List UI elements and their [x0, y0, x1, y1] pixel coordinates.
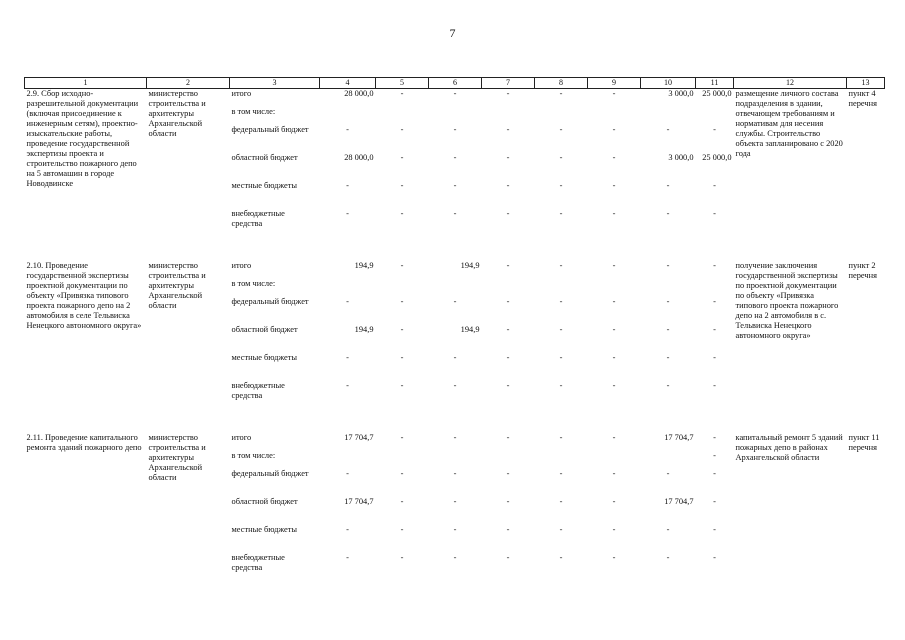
- amount-cell-6: -: [453, 496, 457, 506]
- amount-cell-11: [696, 107, 734, 125]
- reference-cell: пункт 11 перечня: [848, 432, 880, 452]
- amount-cell-9: -: [612, 496, 616, 506]
- amount-cell-9: -: [612, 380, 616, 390]
- amount-cell-9: -: [612, 432, 616, 442]
- amount-cell-8: [535, 279, 588, 297]
- column-header-8: 8: [535, 78, 588, 89]
- page-number: 7: [449, 26, 456, 40]
- funding-source-cell: итого: [231, 260, 252, 270]
- amount-cell-4: -: [346, 524, 349, 534]
- reference-cell: пункт 2 перечня: [848, 260, 877, 280]
- amount-cell-4: -: [346, 552, 349, 562]
- amount-cell-8: -: [559, 324, 563, 334]
- funding-source-cell: местные бюджеты: [231, 524, 298, 534]
- table-row: [25, 89, 885, 107]
- amount-cell-11: 25 000,0: [702, 152, 732, 162]
- amount-cell-11: -: [713, 296, 716, 306]
- amount-cell-5: -: [400, 89, 404, 98]
- amount-cell-6: -: [453, 468, 457, 478]
- executor-cell: министерство строительства и архитектуры Архангельской области: [148, 432, 206, 482]
- amount-cell-8: -: [559, 180, 563, 190]
- amount-cell-6: -: [453, 180, 457, 190]
- amount-cell-10: -: [666, 324, 670, 334]
- amount-cell-5: -: [400, 352, 404, 362]
- amount-cell-8: -: [559, 468, 563, 478]
- activity-cell: 2.10. Проведение государственной экспертизы проектной документации по объекту «Привязка типового проекта пожарного депо на 2 автомобиля в селе Тельвиска Ненецкого автономного округа»: [26, 260, 142, 330]
- amount-cell-11: -: [713, 496, 716, 506]
- amount-cell-6: -: [453, 208, 457, 218]
- amount-cell-7: -: [506, 124, 510, 134]
- amount-cell-7: -: [506, 524, 510, 534]
- program-table: [24, 77, 885, 577]
- amount-cell-4: -: [346, 208, 349, 218]
- column-header-4: 4: [320, 78, 376, 89]
- funding-source-cell: внебюджетные средства: [231, 552, 285, 572]
- amount-cell-10: [641, 279, 696, 297]
- amount-cell-8: -: [559, 432, 563, 442]
- amount-cell-9: [588, 451, 641, 469]
- column-header-5: 5: [376, 78, 429, 89]
- amount-cell-10: 3 000,0: [668, 89, 694, 98]
- amount-cell-10: [641, 107, 696, 125]
- column-header-1: 1: [25, 78, 147, 89]
- amount-cell-8: -: [559, 552, 563, 562]
- amount-cell-7: [482, 451, 535, 469]
- amount-cell-6: [429, 279, 482, 297]
- amount-cell-10: -: [666, 124, 670, 134]
- amount-cell-8: -: [559, 208, 563, 218]
- amount-cell-5: -: [400, 524, 404, 534]
- amount-cell-11: -: [713, 180, 716, 190]
- result-cell: размещение личного состава подразделения в здании, отвечающем требованиям и нормативам для несения службы. Строительство объекта запланировано с 2020 года: [735, 89, 843, 158]
- amount-cell-4: [320, 107, 376, 125]
- amount-cell-6: -: [453, 89, 457, 98]
- amount-cell-8: -: [559, 524, 563, 534]
- amount-cell-10: 3 000,0: [668, 152, 694, 162]
- funding-source-cell: местные бюджеты: [231, 180, 298, 190]
- amount-cell-5: -: [400, 468, 404, 478]
- amount-cell-7: -: [506, 296, 510, 306]
- amount-cell-8: -: [559, 89, 563, 98]
- amount-cell-7: -: [506, 496, 510, 506]
- amount-cell-8: -: [559, 296, 563, 306]
- amount-cell-4: -: [346, 180, 349, 190]
- amount-cell-9: -: [612, 152, 616, 162]
- amount-cell-11: -: [713, 352, 716, 362]
- amount-cell-10: -: [666, 208, 670, 218]
- amount-cell-5: -: [400, 552, 404, 562]
- amount-cell-10: 17 704,7: [664, 432, 694, 442]
- amount-cell-7: -: [506, 180, 510, 190]
- spacer-cell: [25, 405, 885, 433]
- amount-cell-11: -: [713, 468, 716, 478]
- activity-cell: 2.9. Сбор исходно-разрешительной документации (включая присоединение к инженерным сетям), проектно-изыскательские работы, проведение государственной экспертизы проекта и строительство пожарного депо на 5 автомашин в городе Новодвинске: [26, 89, 139, 188]
- amount-cell-6: -: [453, 432, 457, 442]
- column-header-6: 6: [429, 78, 482, 89]
- block-spacer: [25, 405, 885, 433]
- amount-cell-8: [535, 451, 588, 469]
- amount-cell-5: -: [400, 260, 404, 270]
- amount-cell-4: -: [346, 468, 349, 478]
- amount-cell-8: -: [559, 260, 563, 270]
- amount-cell-9: -: [612, 352, 616, 362]
- amount-cell-6: -: [453, 552, 457, 562]
- executor-cell: министерство строительства и архитектуры Архангельской области: [148, 89, 206, 138]
- amount-cell-11: -: [713, 380, 716, 390]
- amount-cell-5: -: [400, 124, 404, 134]
- column-header-9: 9: [588, 78, 641, 89]
- amount-cell-6: [429, 107, 482, 125]
- amount-cell-11: -: [713, 124, 716, 134]
- amount-cell-10: [641, 451, 696, 469]
- amount-cell-5: [376, 451, 429, 469]
- column-header-7: 7: [482, 78, 535, 89]
- amount-cell-7: -: [506, 260, 510, 270]
- funding-source-cell: областной бюджет: [231, 496, 298, 506]
- amount-cell-6: 194,9: [460, 324, 480, 334]
- amount-cell-6: [429, 451, 482, 469]
- amount-cell-10: -: [666, 296, 670, 306]
- result-cell: получение заключения государственной экспертизы по проектной документации по объекту «Привязка типового проекта пожарного депо на 2 автомобиля в с. Тельвиска Ненецкого автономного округа»: [735, 260, 839, 340]
- amount-cell-4: [320, 279, 376, 297]
- amount-cell-11: -: [713, 432, 716, 442]
- column-header-12: 12: [734, 78, 847, 89]
- amount-cell-6: -: [453, 124, 457, 134]
- amount-cell-4: 17 704,7: [344, 496, 374, 506]
- funding-source-cell: федеральный бюджет: [231, 124, 309, 134]
- spacer-cell: [25, 233, 885, 261]
- amount-cell-8: -: [559, 496, 563, 506]
- amount-cell-5: -: [400, 432, 404, 442]
- funding-source-cell: итого: [231, 432, 252, 442]
- amount-cell-4: 28 000,0: [344, 89, 374, 98]
- block-spacer: [25, 233, 885, 261]
- amount-cell-7: -: [506, 89, 510, 98]
- amount-cell-8: [535, 107, 588, 125]
- amount-cell-9: -: [612, 180, 616, 190]
- funding-source-cell: в том числе:: [231, 450, 276, 460]
- amount-cell-9: -: [612, 552, 616, 562]
- amount-cell-8: -: [559, 124, 563, 134]
- amount-cell-6: -: [453, 524, 457, 534]
- amount-cell-10: -: [666, 352, 670, 362]
- amount-cell-4: 28 000,0: [344, 152, 374, 162]
- amount-cell-6: -: [453, 380, 457, 390]
- amount-cell-11: -: [713, 208, 716, 218]
- amount-cell-10: -: [666, 552, 670, 562]
- amount-cell-4: 194,9: [354, 260, 374, 270]
- column-header-2: 2: [147, 78, 230, 89]
- amount-cell-10: 17 704,7: [664, 496, 694, 506]
- amount-cell-5: -: [400, 152, 404, 162]
- amount-cell-6: -: [453, 352, 457, 362]
- amount-cell-10: -: [666, 468, 670, 478]
- column-header-10: 10: [641, 78, 696, 89]
- amount-cell-7: -: [506, 468, 510, 478]
- amount-cell-9: [588, 107, 641, 125]
- executor-cell: министерство строительства и архитектуры Архангельской области: [148, 260, 206, 310]
- header-row: [25, 78, 885, 89]
- amount-cell-11: -: [713, 260, 716, 270]
- amount-cell-6: 194,9: [460, 260, 480, 270]
- amount-cell-9: -: [612, 524, 616, 534]
- funding-source-cell: местные бюджеты: [231, 352, 298, 362]
- amount-cell-9: -: [612, 208, 616, 218]
- funding-source-cell: внебюджетные средства: [231, 208, 285, 228]
- amount-cell-4: [320, 451, 376, 469]
- amount-cell-5: [376, 279, 429, 297]
- amount-cell-9: -: [612, 468, 616, 478]
- amount-cell-5: -: [400, 208, 404, 218]
- amount-cell-11: -: [713, 324, 716, 334]
- activity-cell: 2.11. Проведение капитального ремонта зданий пожарного депо: [26, 432, 142, 452]
- column-header-11: 11: [696, 78, 734, 89]
- amount-cell-11: -: [713, 450, 716, 460]
- amount-cell-4: 194,9: [354, 324, 374, 334]
- amount-cell-11: -: [713, 524, 716, 534]
- amount-cell-5: -: [400, 324, 404, 334]
- amount-cell-6: -: [453, 296, 457, 306]
- amount-cell-9: -: [612, 260, 616, 270]
- amount-cell-8: -: [559, 152, 563, 162]
- amount-cell-11: [696, 279, 734, 297]
- funding-source-cell: итого: [231, 89, 252, 98]
- amount-cell-11: -: [713, 552, 716, 562]
- amount-cell-7: -: [506, 208, 510, 218]
- amount-cell-4: -: [346, 380, 349, 390]
- funding-source-cell: в том числе:: [231, 106, 276, 116]
- funding-source-cell: федеральный бюджет: [231, 468, 309, 478]
- amount-cell-7: -: [506, 432, 510, 442]
- amount-cell-6: -: [453, 152, 457, 162]
- amount-cell-11: 25 000,0: [702, 89, 732, 98]
- table-row: [25, 261, 885, 279]
- amount-cell-5: -: [400, 380, 404, 390]
- amount-cell-4: -: [346, 296, 349, 306]
- funding-source-cell: федеральный бюджет: [231, 296, 309, 306]
- amount-cell-5: -: [400, 180, 404, 190]
- amount-cell-9: -: [612, 324, 616, 334]
- amount-cell-10: -: [666, 260, 670, 270]
- amount-cell-8: -: [559, 352, 563, 362]
- amount-cell-7: -: [506, 352, 510, 362]
- amount-cell-9: [588, 279, 641, 297]
- funding-source-cell: областной бюджет: [231, 152, 298, 162]
- funding-source-cell: внебюджетные средства: [231, 380, 285, 400]
- column-header-13: 13: [847, 78, 885, 89]
- amount-cell-7: [482, 279, 535, 297]
- amount-cell-7: -: [506, 380, 510, 390]
- reference-cell: пункт 4 перечня: [848, 89, 877, 108]
- amount-cell-4: -: [346, 352, 349, 362]
- funding-source-cell: областной бюджет: [231, 324, 298, 334]
- amount-cell-9: -: [612, 296, 616, 306]
- amount-cell-9: -: [612, 89, 616, 98]
- amount-cell-7: -: [506, 552, 510, 562]
- amount-cell-7: -: [506, 324, 510, 334]
- amount-cell-5: [376, 107, 429, 125]
- amount-cell-7: -: [506, 152, 510, 162]
- amount-cell-10: -: [666, 180, 670, 190]
- column-header-3: 3: [230, 78, 320, 89]
- amount-cell-4: -: [346, 124, 349, 134]
- amount-cell-10: -: [666, 380, 670, 390]
- amount-cell-9: -: [612, 124, 616, 134]
- amount-cell-5: -: [400, 296, 404, 306]
- amount-cell-10: -: [666, 524, 670, 534]
- amount-cell-5: -: [400, 496, 404, 506]
- funding-source-cell: в том числе:: [231, 278, 276, 288]
- amount-cell-8: -: [559, 380, 563, 390]
- result-cell: капитальный ремонт 5 зданий пожарных депо в районах Архангельской области: [735, 432, 843, 462]
- table-row: [25, 433, 885, 451]
- amount-cell-7: [482, 107, 535, 125]
- amount-cell-4: 17 704,7: [344, 432, 374, 442]
